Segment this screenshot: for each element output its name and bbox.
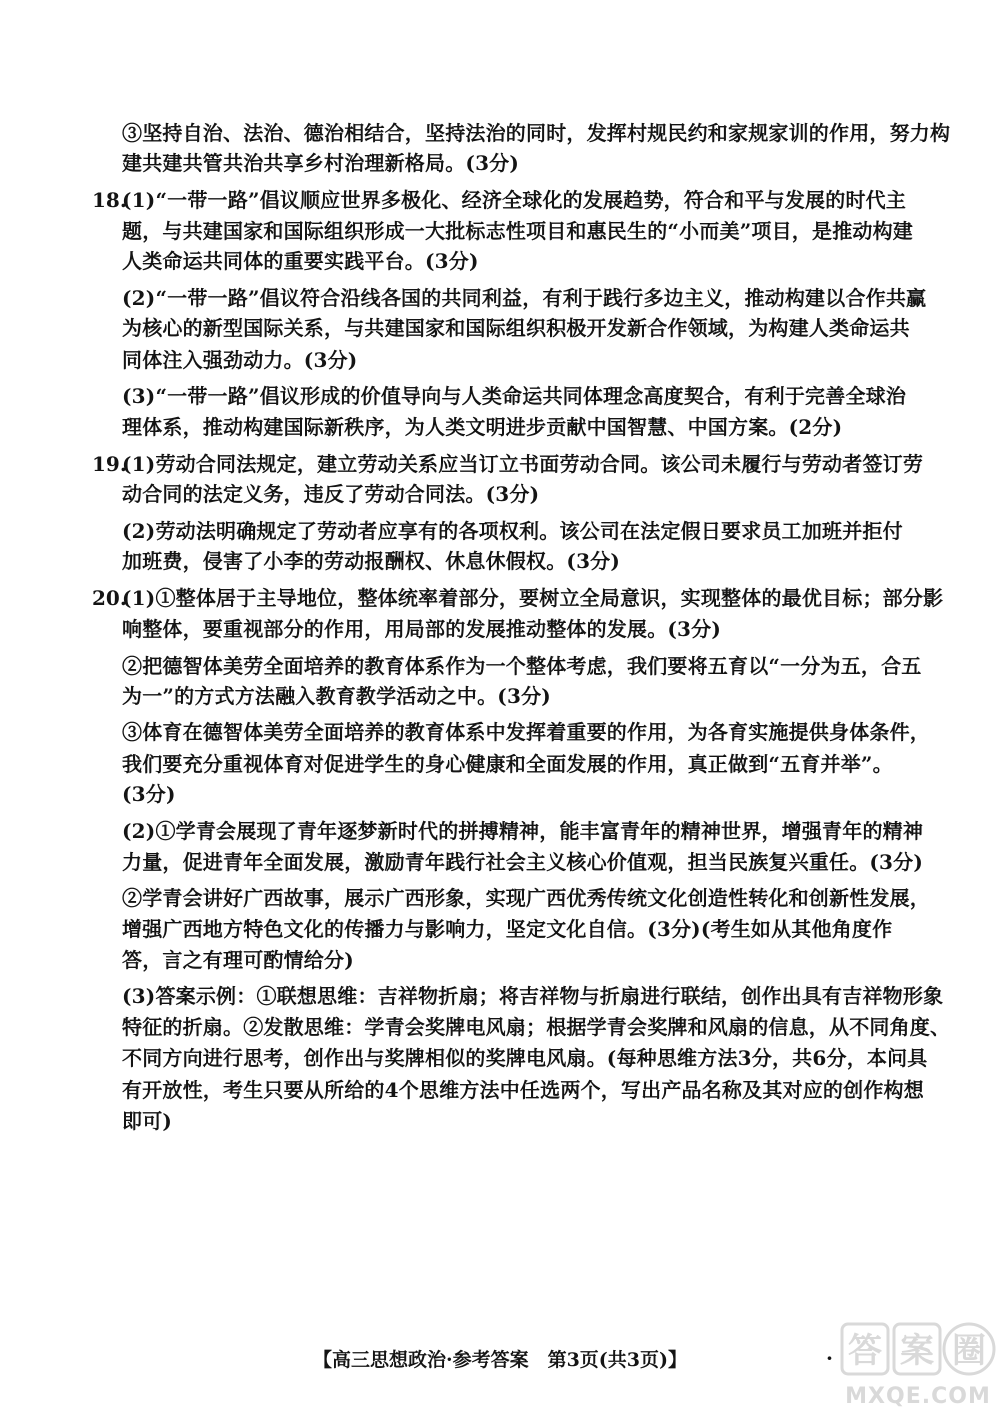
text-line: 不同方向进行思考，创作出与奖牌相似的奖牌电风扇。(每种思维方法3分，共6分，本问具 <box>122 1046 928 1070</box>
text-line: 建共建共管共治共享乡村治理新格局。(3分) <box>122 151 520 175</box>
text-line: (3)“一带一路”倡议形成的价值导向与人类命运共同体理念高度契合，有利于完善全球治 <box>122 384 907 408</box>
text-line: ②把德智体美劳全面培养的教育体系作为一个整体考虑，我们要将五育以“一分为五，合五 <box>122 654 922 678</box>
page-footer: 【高三思想政治·参考答案 第3页(共3页)】 <box>312 1349 688 1371</box>
text-line: (1)①整体居于主导地位，整体统率着部分，要树立全局意识，实现整体的最优目标；部分影 <box>122 586 944 610</box>
text-line: (3)答案示例：①联想思维：吉祥物折扇；将吉祥物与折扇进行联结，创作出具有吉祥物形象 <box>122 984 944 1008</box>
footer-dot: · <box>826 1346 833 1370</box>
watermark-domain: MXQE.COM <box>845 1384 991 1409</box>
text-line: 特征的折扇。②发散思维：学青会奖牌电风扇；根据学青会奖牌和风扇的信息，从不同角度、 <box>122 1015 951 1039</box>
text-line: 加班费，侵害了小李的劳动报酬权、休息休假权。(3分) <box>122 549 621 573</box>
text-line: 题，与共建国家和国际组织形成一大批标志性项目和惠民生的“小而美”项目，是推动构建 <box>122 219 914 243</box>
text-line: 同体注入强劲动力。(3分) <box>122 348 358 372</box>
text-line: 动合同的法定义务，违反了劳动合同法。(3分) <box>122 482 540 506</box>
text-line: 有开放性，考生只要从所给的4个思维方法中任选两个，写出产品名称及其对应的创作构想 <box>122 1078 924 1102</box>
question-number-19: 19. <box>92 452 127 476</box>
text-line: (1)“一带一路”倡议顺应世界多极化、经济全球化的发展趋势，符合和平与发展的时代主 <box>122 188 907 212</box>
text-line: 力量，促进青年全面发展，激励青年践行社会主义核心价值观，担当民族复兴重任。(3分) <box>122 850 924 874</box>
question-number-20: 20. <box>92 586 127 610</box>
question-number-18: 18. <box>92 188 127 212</box>
watermark-char: 案 <box>900 1331 934 1371</box>
text-line: (2)①学青会展现了青年逐梦新时代的拼搏精神，能丰富青年的精神世界，增强青年的精神 <box>122 819 924 843</box>
watermark-char: 圈 <box>952 1331 986 1371</box>
text-line: (2)劳动法明确规定了劳动者应享有的各项权利。该公司在法定假日要求员工加班并拒付 <box>122 519 903 543</box>
text-line: (1)劳动合同法规定，建立劳动关系应当订立书面劳动合同。该公司未履行与劳动者签订劳 <box>122 452 924 476</box>
text-line: 增强广西地方特色文化的传播力与影响力，坚定文化自信。(3分)(考生如从其他角度作 <box>122 917 893 941</box>
text-line: 为核心的新型国际关系，与共建国家和国际组织积极开发新合作领域，为构建人类命运共 <box>122 316 910 340</box>
text-line: 我们要充分重视体育对促进学生的身心健康和全面发展的作用，真正做到“五育并举”。 <box>122 752 893 776</box>
watermark-char: 答 <box>848 1331 882 1371</box>
text-line: (3分) <box>122 782 176 806</box>
text-line: 答，言之有理可酌情给分) <box>122 948 354 972</box>
text-line: 人类命运共同体的重要实践平台。(3分) <box>122 249 479 273</box>
text-line: ③体育在德智体美劳全面培养的教育体系中发挥着重要的作用，为各育实施提供身体条件， <box>122 720 930 744</box>
text-line: 响整体，要重视部分的作用，用局部的发展推动整体的发展。(3分) <box>122 617 722 641</box>
text-line: 即可) <box>122 1109 173 1133</box>
text-line: ③坚持自治、法治、德治相结合，坚持法治的同时，发挥村规民约和家规家训的作用，努力构 <box>122 121 951 145</box>
text-line: 为一”的方式方法融入教育教学活动之中。(3分) <box>122 684 551 708</box>
text-line: 理体系，推动构建国际新秩序，为人类文明进步贡献中国智慧、中国方案。(2分) <box>122 415 843 439</box>
text-line: ②学青会讲好广西故事，展示广西形象，实现广西优秀传统文化创造性转化和创新性发展， <box>122 886 930 910</box>
text-line: (2)“一带一路”倡议符合沿线各国的共同利益，有利于践行多边主义，推动构建以合作共赢 <box>122 286 927 310</box>
